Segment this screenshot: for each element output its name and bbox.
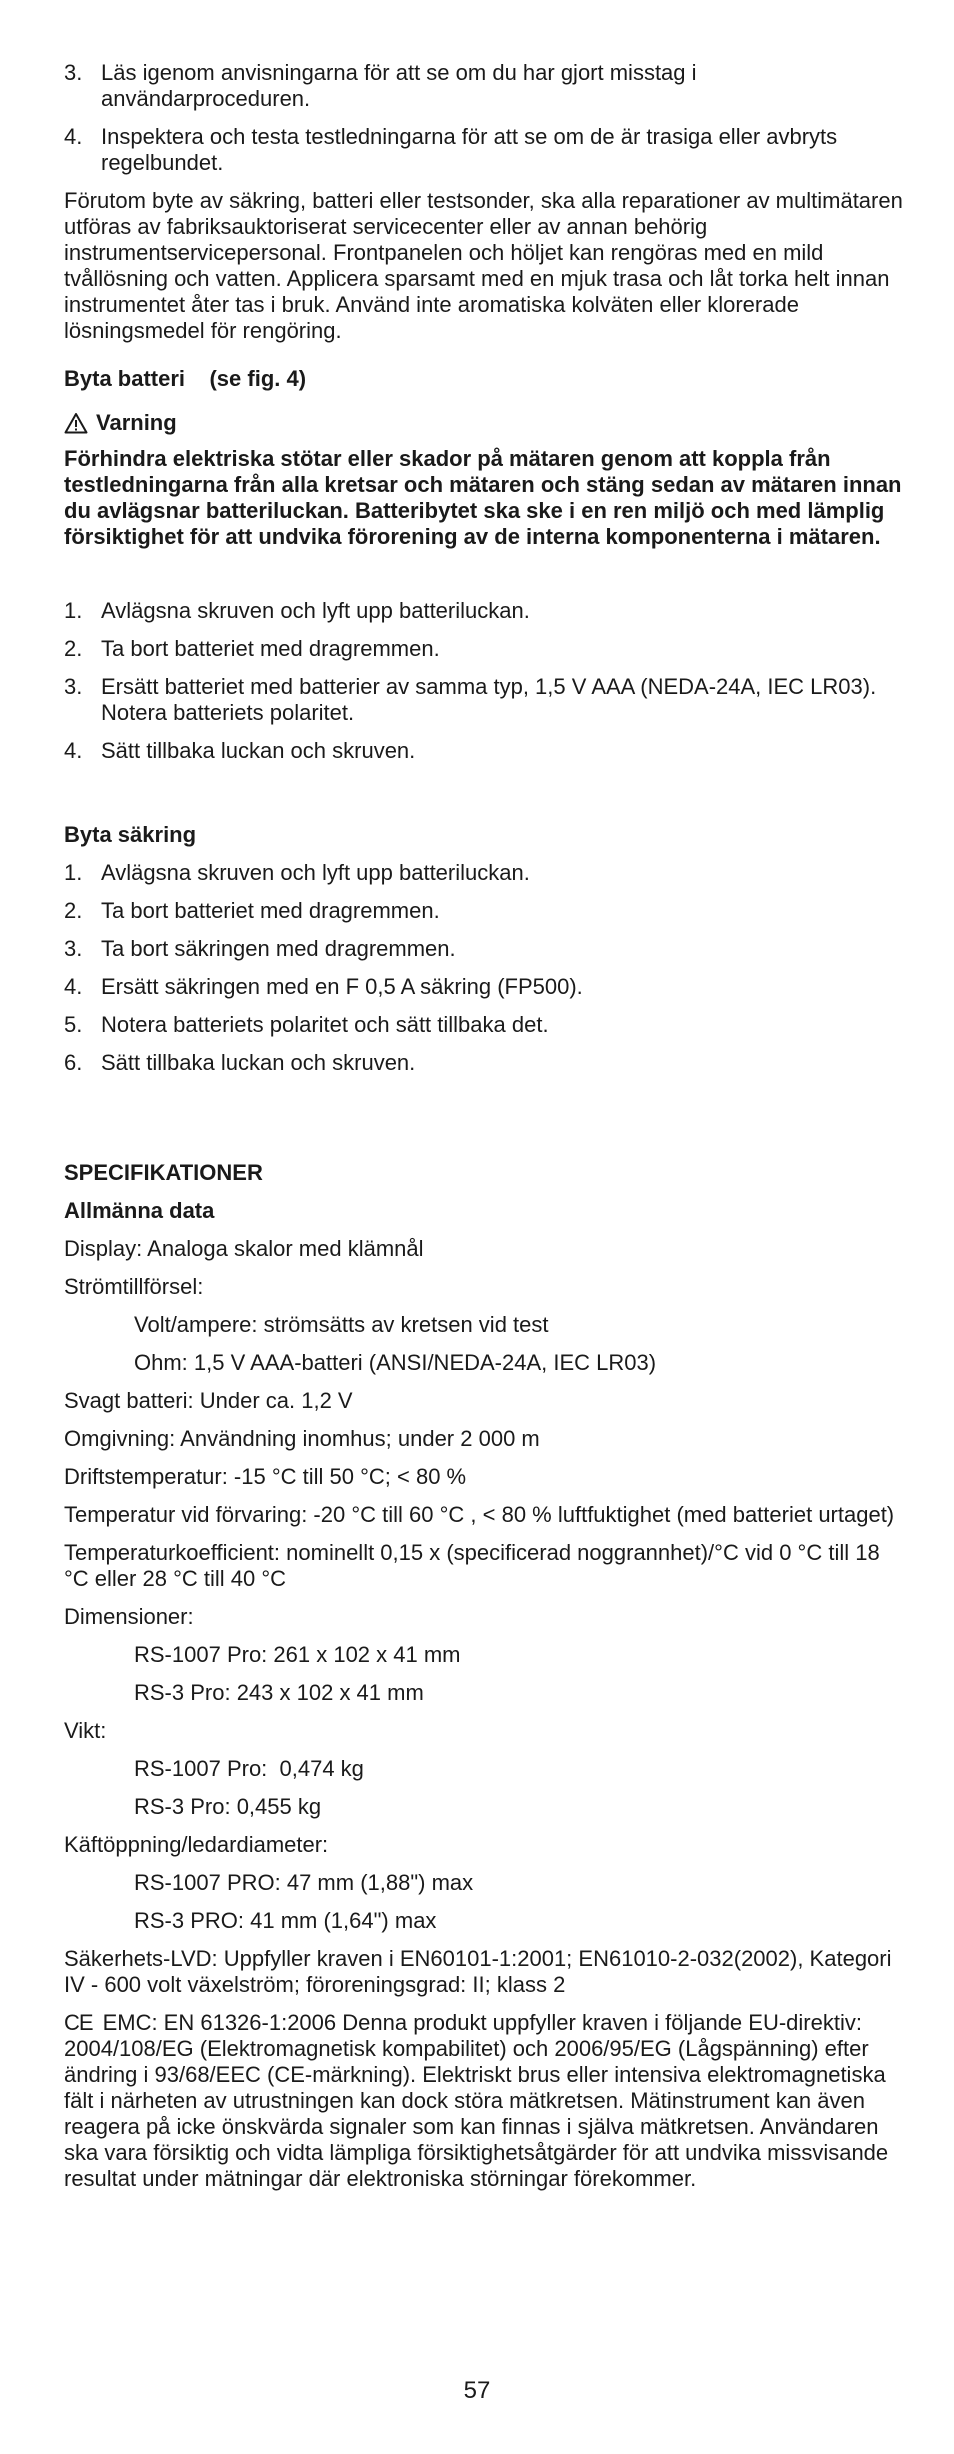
list-number: 3. [64,674,83,699]
warning-triangle-icon [64,412,88,434]
specifications-heading: SPECIFIKATIONER [64,1160,263,1185]
list-text: Sätt tillbaka luckan och skruven. [101,738,416,763]
spec-display: Display: Analoga skalor med klämnål [64,1236,424,1261]
list-number: 4. [64,124,83,149]
spec-dimensions-rs3: RS-3 Pro: 243 x 102 x 41 mm [134,1680,424,1705]
warning-header [64,410,904,436]
list-number: 4. [64,738,83,763]
spec-environment: Omgivning: Användning inomhus; under 2 000 m [64,1426,540,1451]
spec-emc-text: EMC: EN 61326-1:2006 Denna produkt uppfyller kraven i följande EU-direktiv: 2004/108/EG (Elektromagnetisk kompabilitet) och 2006/95/EG (Lågspänning) efter ändring i 93/68/EEC (CE-märkning). Elektriskt brus eller intensiva elektromagnetiska fält i närheten av utrustningen kan dock störa mätkretsen. Mätinstrument kan även reagera på icke önskvärda signaler som kan finnas i själva mätkretsen. Användaren ska vara försiktig och vidta lämpliga försiktighetsåtgärder för att undvika missvisande resultat under mätningar där elektroniska störningar förekommer. [64,2010,889,2191]
maintenance-paragraph: Förutom byte av säkring, batteri eller testsonder, ska alla reparationer av multimätaren utföras av fabriksauktoriserat servicecenter eller av annan behörig instrumentservicepersonal. Frontpanelen och höljet kan rengöras med en mild tvållösning och vatten. Applicera sparsamt med en mjuk trasa och låt torka helt innan instrumentet åter tas i bruk. Använd inte aromatiska kolväten eller klorerade lösningsmedel för rengöring. [64,188,903,343]
spec-dimensions: Dimensioner: [64,1604,194,1629]
spec-low-battery: Svagt batteri: Under ca. 1,2 V [64,1388,353,1413]
list-item [64,936,904,962]
list-text: Ta bort säkringen med dragremmen. [101,936,456,961]
warning-label: Varning [96,410,177,435]
list-number: 4. [64,974,83,999]
list-text: Ersätt batteriet med batterier av samma typ, 1,5 V AAA (NEDA-24A, IEC LR03). Notera batteriets polaritet. [101,674,877,725]
list-item [64,60,904,112]
list-number: 2. [64,636,83,661]
general-data-heading: Allmänna data [64,1198,215,1223]
list-number: 3. [64,60,83,85]
list-item [64,860,904,886]
list-number: 5. [64,1012,83,1037]
list-item [64,598,904,624]
spec-weight-rs1007: RS-1007 Pro: 0,474 kg [134,1756,364,1781]
list-item [64,674,904,726]
list-number: 3. [64,936,83,961]
list-item [64,898,904,924]
page-number: 57 [463,2377,491,2404]
spec-jaw-opening: Käftöppning/ledardiameter: [64,1832,329,1857]
list-number: 1. [64,860,83,885]
fuse-heading: Byta säkring [64,822,197,847]
spec-jaw-rs1007: RS-1007 PRO: 47 mm (1,88") max [134,1870,474,1895]
warning-text: Förhindra elektriska stötar eller skador på mätaren genom att koppla från testledningarna från alla kretsar och mätaren och stäng sedan av mätaren innan du avlägsnar batteriluckan. Batteribytet ska ske i en ren miljö och med lämplig försiktighet för att undvika förorening av de interna komponenterna i mätaren. [64,446,902,549]
spec-power: Strömtillförsel: [64,1274,204,1299]
list-text: Ta bort batteriet med dragremmen. [101,636,440,661]
spec-jaw-rs3: RS-3 PRO: 41 mm (1,64") max [134,1908,437,1933]
list-text: Avlägsna skruven och lyft upp batteriluckan. [101,598,530,623]
spec-dimensions-rs1007: RS-1007 Pro: 261 x 102 x 41 mm [134,1642,461,1667]
list-number: 2. [64,898,83,923]
list-text: Sätt tillbaka luckan och skruven. [101,1050,416,1075]
list-item [64,1050,904,1076]
list-text: Ta bort batteriet med dragremmen. [101,898,440,923]
spec-weight-rs3: RS-3 Pro: 0,455 kg [134,1794,322,1819]
list-number: 6. [64,1050,83,1075]
ce-mark-icon: CE [64,2010,93,2035]
manual-page [64,60,904,2192]
spec-temperature-coefficient: Temperaturkoefficient: nominellt 0,15 x (specificerad noggrannhet)/°C vid 0 °C till 18 °C eller 28 °C till 40 °C [64,1540,880,1591]
list-item [64,124,904,176]
list-item [64,1012,904,1038]
spec-operating-temperature: Driftstemperatur: -15 °C till 50 °C; < 80 % [64,1464,467,1489]
spec-power-volt-ampere: Volt/ampere: strömsätts av kretsen vid test [134,1312,549,1337]
list-item [64,636,904,662]
battery-steps [64,598,904,764]
spec-power-ohm: Ohm: 1,5 V AAA-batteri (ANSI/NEDA-24A, IEC LR03) [134,1350,657,1375]
spec-safety: Säkerhets-LVD: Uppfyller kraven i EN60101-1:2001; EN61010-2-032(2002), Kategori IV - 600 volt växelström; föroreningsgrad: II; klass 2 [64,1946,892,1997]
list-text: Ersätt säkringen med en F 0,5 A säkring (FP500). [101,974,583,999]
spec-weight: Vikt: [64,1718,107,1743]
list-text: Inspektera och testa testledningarna för att se om de är trasiga eller avbryts regelbundet. [101,124,838,175]
spec-storage-temperature: Temperatur vid förvaring: -20 °C till 60 °C , < 80 % luftfuktighet (med batteriet urtaget) [64,1502,895,1527]
list-item [64,738,904,764]
spec-emc [64,2010,904,2192]
list-number: 1. [64,598,83,623]
fuse-steps [64,860,904,1076]
list-text: Notera batteriets polaritet och sätt tillbaka det. [101,1012,549,1037]
troubleshooting-list [64,60,904,176]
list-item [64,974,904,1000]
battery-heading: Byta batteri (se fig. 4) [64,366,307,391]
list-text: Läs igenom anvisningarna för att se om du har gjort misstag i användarproceduren. [101,60,697,111]
list-text: Avlägsna skruven och lyft upp batteriluckan. [101,860,530,885]
